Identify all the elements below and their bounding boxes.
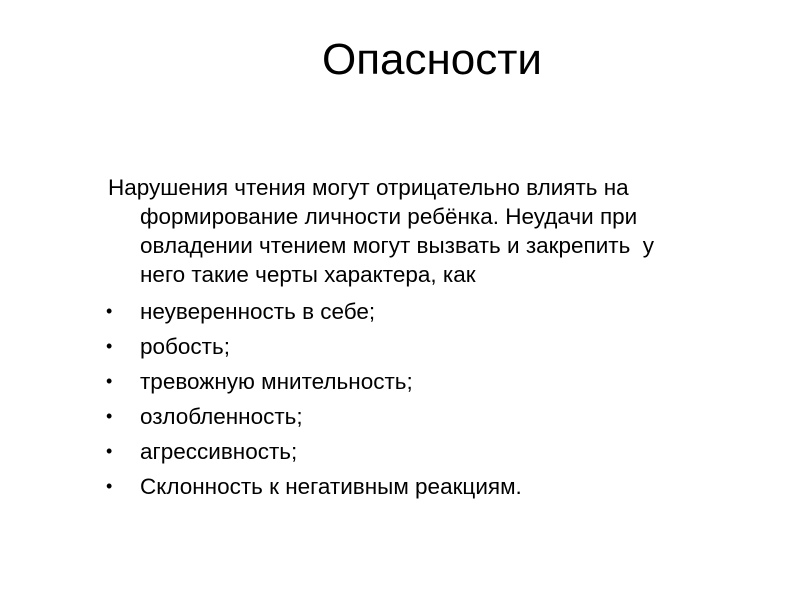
list-item bbox=[104, 367, 522, 402]
list-item-text: Склонность к негативным реакциям. bbox=[140, 474, 522, 499]
paragraph-line: формирование личности ребёнка. Неудачи при bbox=[140, 204, 638, 229]
paragraph-line: него такие черты характера, как bbox=[140, 262, 476, 287]
list-item bbox=[104, 437, 522, 472]
list-item bbox=[104, 332, 522, 367]
intro-paragraph bbox=[108, 173, 768, 289]
list-item-text: тревожную мнительность; bbox=[140, 369, 413, 394]
list-item-text: агрессивность; bbox=[140, 439, 298, 464]
list-item bbox=[104, 297, 522, 332]
list-item bbox=[104, 402, 522, 437]
list-item bbox=[104, 472, 522, 507]
list-item-text: неуверенность в себе; bbox=[140, 299, 376, 324]
list-item-text: озлобленность; bbox=[140, 404, 303, 429]
bullet-icon: • bbox=[106, 406, 113, 426]
bullet-icon: • bbox=[106, 371, 113, 391]
paragraph-line: Нарушения чтения могут отрицательно влиять на bbox=[108, 175, 629, 200]
trait-list bbox=[104, 297, 522, 507]
list-item-text: робость; bbox=[140, 334, 230, 359]
slide-title: Опасности bbox=[321, 35, 543, 84]
bullet-icon: • bbox=[106, 476, 113, 496]
bullet-icon: • bbox=[106, 441, 113, 461]
paragraph-line: овладении чтением могут вызвать и закрепить у bbox=[140, 233, 655, 258]
bullet-icon: • bbox=[106, 301, 113, 321]
bullet-icon: • bbox=[106, 336, 113, 356]
